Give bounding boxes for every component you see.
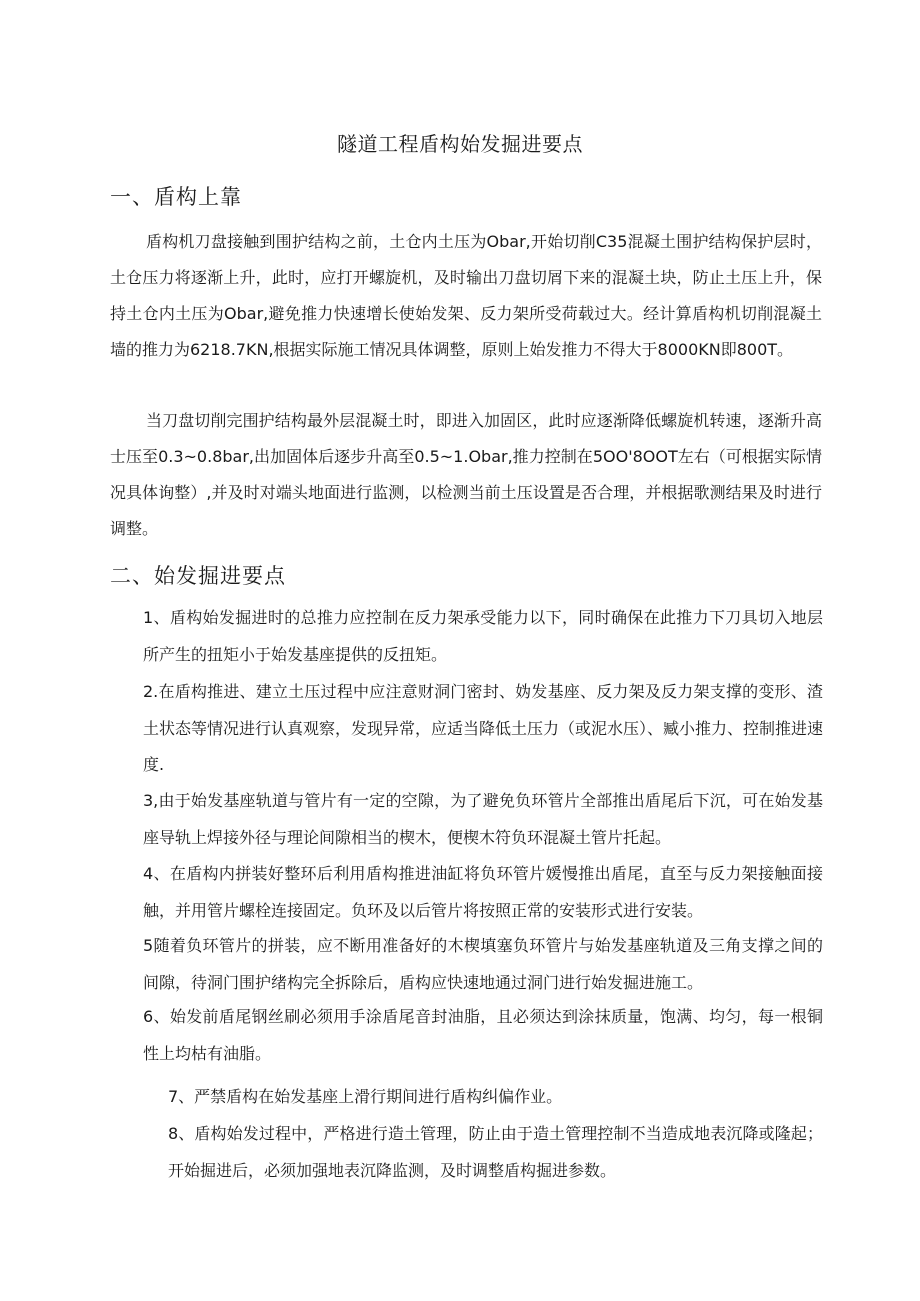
section-heading-shield-approach: 一、盾构上靠 — [110, 185, 242, 209]
list-item-8: 8、盾构始发过程中，严格进行造土管理，防止由于造土管理控制不当造成地表沉降或隆起；开始掘进后，必须加强地表沉降监测，及时调整盾构掘进参数。 — [168, 1124, 823, 1180]
section-heading-launch-points: 二、始发掘进要点 — [110, 564, 286, 588]
paragraph-shield-approach-1: 盾构机刀盘接触到围护结构之前，土仓内土压为Obar,开始切削C35混凝土围护结构保护层时，土仓压力将逐渐上升，此时，应打开螺旋机，及时输出刀盘切屑下来的混凝土块，防止土压上升，保持土仓内土压为Obar,避免推力快速增长使始发架、反力架所受荷载过大。经计算盾构机切削混凝土墙的推力为6218.7KN,根据实际施工情况具体调整，原则上始发推力不得大于8000KN即800T。 — [110, 232, 822, 359]
list-item-7: 7、严禁盾构在始发基座上滑行期间进行盾构纠偏作业。 — [168, 1087, 563, 1106]
list-item-4: 4、在盾构内拼装好整环后利用盾构推进油缸将负环管片媛慢推出盾尾，直至与反力架接触面接触，并用管片螺栓连接固定。负环及以后管片将按照正常的安装形式进行安装。 — [143, 864, 823, 920]
document-title: 隧道工程盾构始发掘进要点 — [337, 132, 583, 156]
list-item-2: 2.在盾构推进、建立土压过程中应注意财洞门密封、妫发基座、反力架及反力架支撑的变形、渣土状态等情况进行认真观察，发现异常，应适当降低土压力（或泥水压）、臧小推力、控制推进速度. — [143, 682, 824, 774]
list-item-6: 6、始发前盾尾钢丝刷必须用手涂盾尾音封油脂，且必须达到涂抹质量，饱满、均匀，每一根铜性上均枯有油脂。 — [143, 1007, 823, 1063]
list-item-1: 1、盾构始发掘进时的总推力应控制在反力架承受能力以下，同时确保在此推力下刀具切入地层所产生的扭矩小于始发基座提供的反扭矩。 — [143, 608, 823, 664]
list-item-3: 3,由于始发基座轨道与管片有一定的空隙，为了避免负环管片全部推出盾尾后下沉，可在始发基座导轨上焊接外径与理论间隙相当的楔木，便楔木符负环混凝土管片托起。 — [143, 791, 823, 847]
paragraph-shield-approach-2: 当刀盘切削完围护结构最外层混凝土时，即进入加固区，此时应逐渐降低螺旋机转速，逐渐升高士压至0.3~0.8bar,出加固体后逐步升高至0.5~1.Obar,推力控制在5OO'8OOT左右（可根据实际情况具体询整）,并及时对端头地面进行监测，以检测当前土压设置是否合理，并根据歌测结果及时进行调整。 — [110, 411, 822, 538]
list-item-5: 5随着负环管片的拼装，应不断用准备好的木楔填塞负环管片与始发基座轨道及三角支撑之间的间隙，待洞门围护绪构完全拆除后，盾构应快速地通过洞门进行始发掘进施工。 — [143, 936, 823, 992]
